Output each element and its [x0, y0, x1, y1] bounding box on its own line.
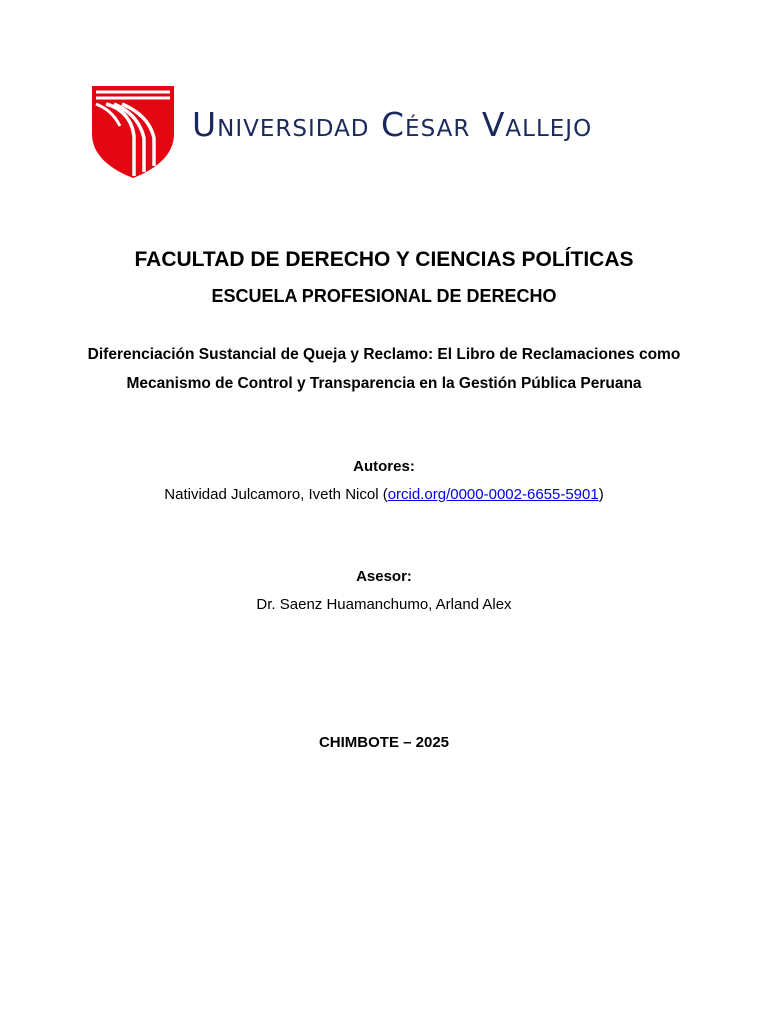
paren-close: ) [598, 486, 604, 503]
advisor-label: Asesor: [356, 568, 412, 585]
place-year: CHIMBOTE – 2025 [318, 734, 450, 751]
university-logo [92, 86, 682, 180]
paren-open: ( [378, 486, 388, 503]
authors-line [0, 485, 768, 505]
university-name: Universidad César Vallejo [192, 105, 593, 144]
school-title: ESCUELA PROFESIONAL DE DERECHO [211, 286, 557, 306]
advisor-name: Dr. Saenz Huamanchumo, Arland Alex [256, 596, 512, 613]
authors-label: Autores: [353, 458, 415, 475]
faculty-title: FACULTAD DE DERECHO Y CIENCIAS POLÍTICAS [134, 248, 634, 271]
orcid-link[interactable]: orcid.org/0000-0002-6655-5901 [387, 486, 599, 503]
author-name: Natividad Julcamoro, Iveth Nicol [164, 486, 379, 503]
ucv-shield-icon [92, 86, 174, 178]
thesis-title: Diferenciación Sustancial de Queja y Reclamo: El Libro de Reclamaciones como Mecanismo de Control y Transparencia en la Gestión Pública Peruana [87, 346, 681, 392]
